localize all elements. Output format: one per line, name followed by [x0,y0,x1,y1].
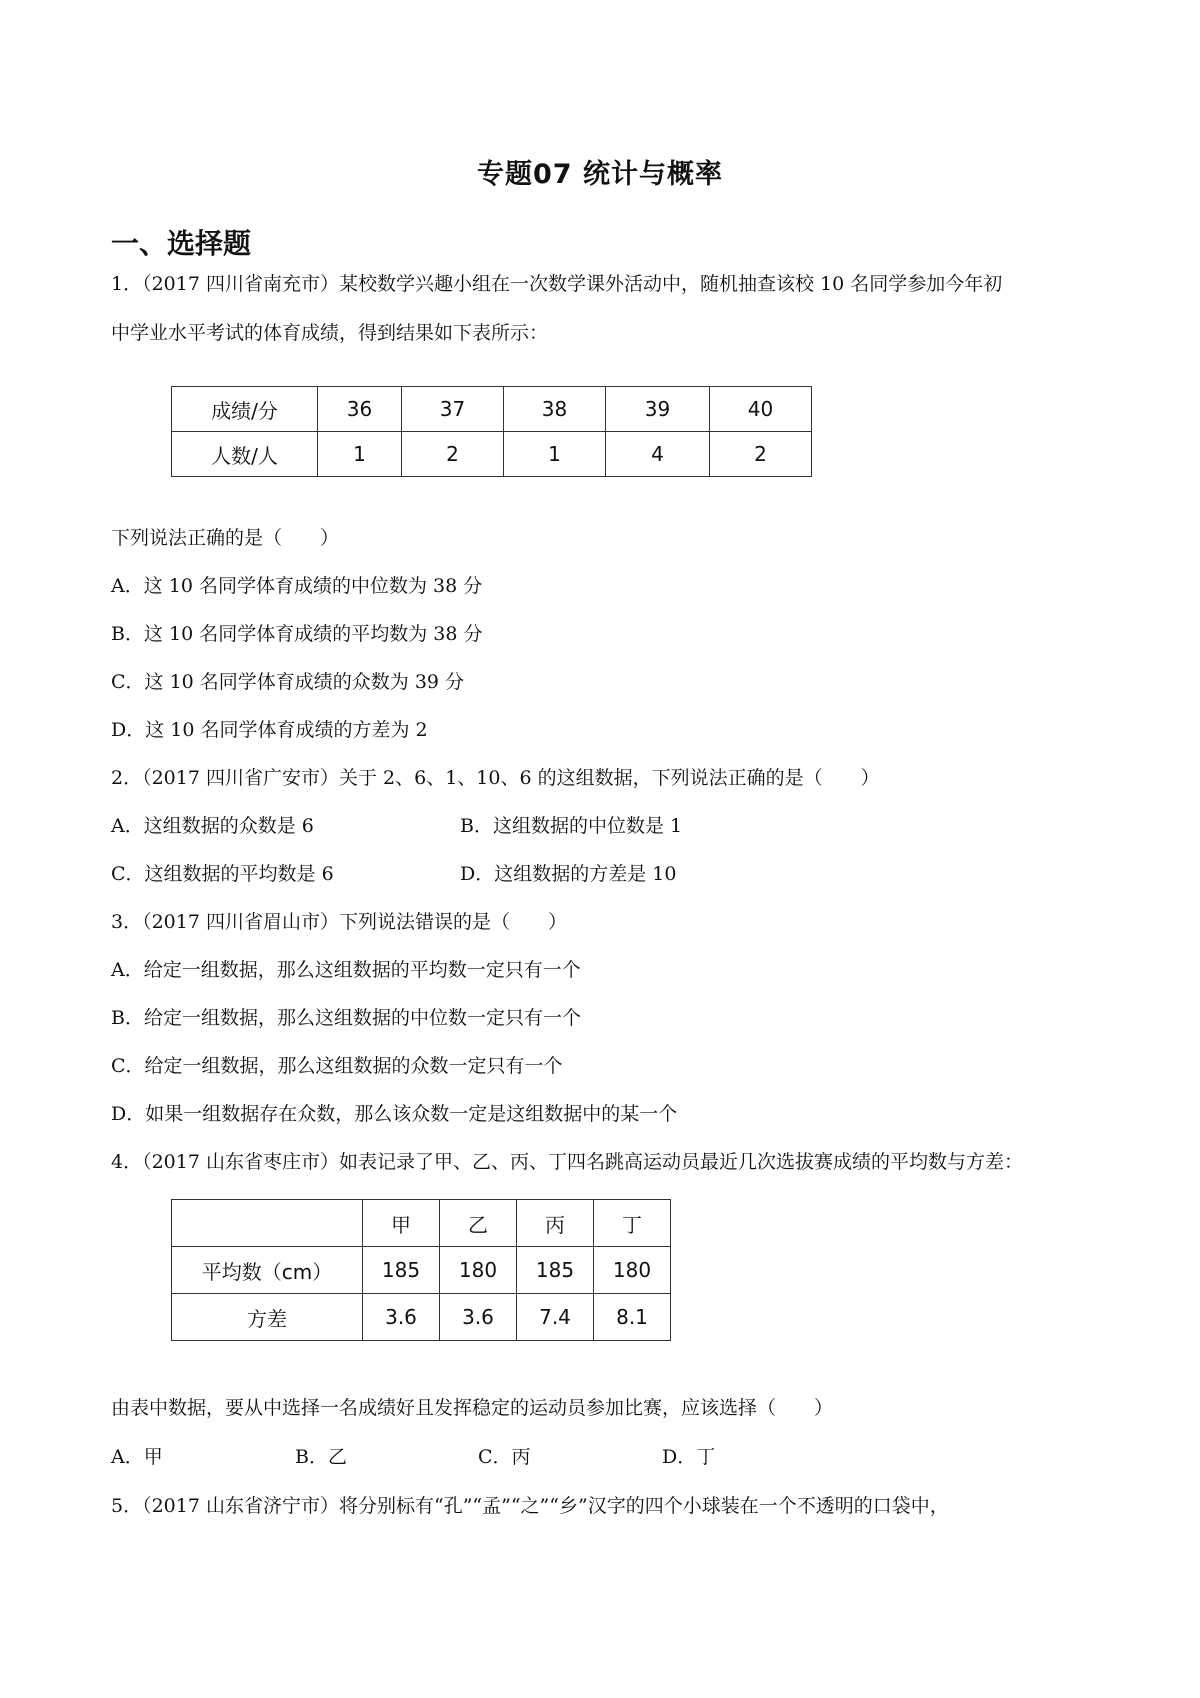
table-cell: 8.1 [594,1294,671,1341]
question-3-option-c: C．给定一组数据，那么这组数据的众数一定只有一个 [111,1055,563,1077]
question-2-option-c: C．这组数据的平均数是 6 [111,863,334,885]
question-1-line-2: 中学业水平考试的体育成绩，得到结果如下表所示： [111,322,549,344]
question-4-option-a: A．甲 [111,1446,163,1468]
question-1-option-b: B．这 10 名同学体育成绩的平均数为 38 分 [111,623,483,645]
table-cell: 平均数（cm） [172,1247,363,1294]
table-cell: 2 [710,432,812,477]
question-1-line-1: 1．（2017 四川省南充市）某校数学兴趣小组在一次数学课外活动中，随机抽查该校 10 名同学参加今年初 [111,273,1003,295]
table-cell: 方差 [172,1294,363,1341]
question-5-stem: 5．（2017 山东省济宁市）将分别标有“孔”“孟”“之”“乡”汉字的四个小球装在一个不透明的口袋中， [111,1495,949,1517]
table-cell: 38 [504,387,606,432]
question-1-prompt: 下列说法正确的是（ ） [111,527,340,549]
question-3-stem: 3．（2017 四川省眉山市）下列说法错误的是（ ） [111,911,567,933]
score-table [171,386,812,477]
question-1-option-d: D．这 10 名同学体育成绩的方差为 2 [111,719,428,741]
table-cell: 人数/人 [172,432,318,477]
table-cell: 36 [318,387,402,432]
question-3-option-a: A．给定一组数据，那么这组数据的平均数一定只有一个 [111,959,581,981]
table-cell: 丙 [517,1200,594,1247]
table-cell: 7.4 [517,1294,594,1341]
question-3-option-b: B．给定一组数据，那么这组数据的中位数一定只有一个 [111,1007,581,1029]
question-2-option-b: B．这组数据的中位数是 1 [460,815,683,837]
question-1-option-c: C．这 10 名同学体育成绩的众数为 39 分 [111,671,465,693]
question-4-prompt: 由表中数据，要从中选择一名成绩好且发挥稳定的运动员参加比赛，应该选择（ ） [111,1397,834,1419]
table-cell: 4 [606,432,710,477]
table-cell: 40 [710,387,812,432]
question-3-option-d: D．如果一组数据存在众数，那么该众数一定是这组数据中的某一个 [111,1103,678,1125]
table-cell: 1 [318,432,402,477]
table-cell: 3.6 [363,1294,440,1341]
table-cell: 185 [517,1247,594,1294]
table-cell: 丁 [594,1200,671,1247]
table-cell: 180 [440,1247,517,1294]
table-row [172,432,812,477]
table-row [172,1200,671,1247]
table-cell [172,1200,363,1247]
page-title: 专题07 统计与概率 [477,159,723,190]
table-cell: 1 [504,432,606,477]
question-4-stem: 4．（2017 山东省枣庄市）如表记录了甲、乙、丙、丁四名跳高运动员最近几次选拔赛成绩的平均数与方差： [111,1151,1023,1173]
table-cell: 39 [606,387,710,432]
question-2-stem: 2．（2017 四川省广安市）关于 2、6、1、10、6 的这组数据，下列说法正确的是（ ） [111,767,880,789]
table-cell: 2 [402,432,504,477]
table-row [172,387,812,432]
table-cell: 37 [402,387,504,432]
table-cell: 成绩/分 [172,387,318,432]
table-cell: 185 [363,1247,440,1294]
athlete-table [171,1199,671,1341]
question-2-option-d: D．这组数据的方差是 10 [460,863,677,885]
table-cell: 180 [594,1247,671,1294]
section-heading: 一、选择题 [111,227,252,260]
question-1-option-a: A．这 10 名同学体育成绩的中位数为 38 分 [111,575,483,597]
table-cell: 3.6 [440,1294,517,1341]
question-4-option-c: C．丙 [478,1446,531,1468]
question-2-option-a: A．这组数据的众数是 6 [111,815,314,837]
table-row [172,1294,671,1341]
question-4-option-b: B．乙 [295,1446,347,1468]
table-row [172,1247,671,1294]
table-cell: 乙 [440,1200,517,1247]
table-cell: 甲 [363,1200,440,1247]
question-4-option-d: D．丁 [662,1446,716,1468]
